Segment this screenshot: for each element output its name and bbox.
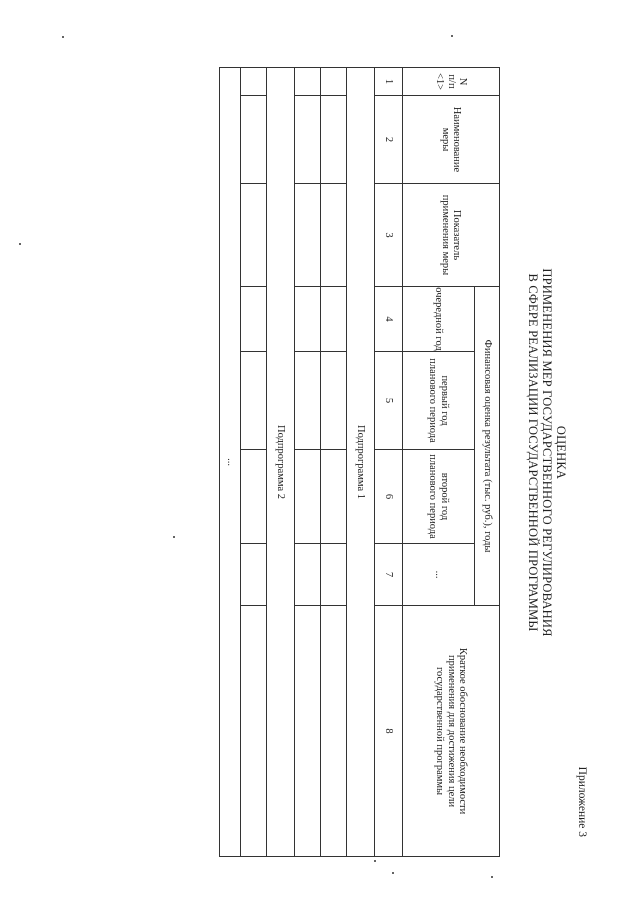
header-financial-estimate: Финансовая оценка результата (тыс. руб.), годы (475, 287, 500, 606)
header-measure-name: Наименование меры (403, 96, 500, 184)
table-row (295, 68, 321, 857)
doc-title-line2: ПРИМЕНЕНИЯ МЕР ГОСУДАРСТВЕННОГО РЕГУЛИРОВАНИЯ (540, 268, 554, 637)
continuation-ellipsis: ... (220, 68, 241, 857)
column-number: 4 (375, 287, 403, 352)
header-justification: Краткое обоснование необходимости применения для достижения цели государственной программы (403, 606, 500, 857)
header-indicator: Показатель применения меры (403, 184, 500, 287)
column-number: 7 (375, 544, 403, 606)
scan-speck (173, 536, 175, 538)
subprogram-2-row (267, 68, 295, 857)
scan-speck (451, 35, 453, 37)
column-number: 1 (375, 68, 403, 96)
subprogram-2-label: Подпрограмма 2 (267, 68, 295, 857)
scan-speck (491, 876, 493, 878)
header-more-years: ... (403, 544, 475, 606)
subprogram-1-label: Подпрограмма 1 (347, 68, 375, 857)
doc-title-line1: ОЦЕНКА (554, 425, 568, 480)
header-num: N п/п <1> (403, 68, 500, 96)
table-row (241, 68, 267, 857)
appendix-label: Приложение 3 (576, 766, 588, 837)
column-number: 5 (375, 352, 403, 450)
subprogram-1-row (347, 68, 375, 857)
scan-speck (392, 872, 394, 874)
doc-title-line3: В СФЕРЕ РЕАЛИЗАЦИИ ГОСУДАРСТВЕННОЙ ПРОГРАММЫ (526, 273, 540, 632)
column-numbers-row (375, 68, 403, 857)
header-plan-year-1: первый год планового периода (403, 352, 475, 450)
scan-speck (19, 243, 21, 245)
column-number: 6 (375, 450, 403, 544)
column-number: 8 (375, 606, 403, 857)
column-number: 3 (375, 184, 403, 287)
scan-speck (374, 860, 376, 862)
scan-speck (62, 36, 64, 38)
table-row (321, 68, 347, 857)
header-plan-year-2: второй год планового периода (403, 450, 475, 544)
header-next-year: очередной год (403, 287, 475, 352)
continuation-row (220, 68, 241, 857)
assessment-table (219, 67, 500, 857)
column-number: 2 (375, 96, 403, 184)
